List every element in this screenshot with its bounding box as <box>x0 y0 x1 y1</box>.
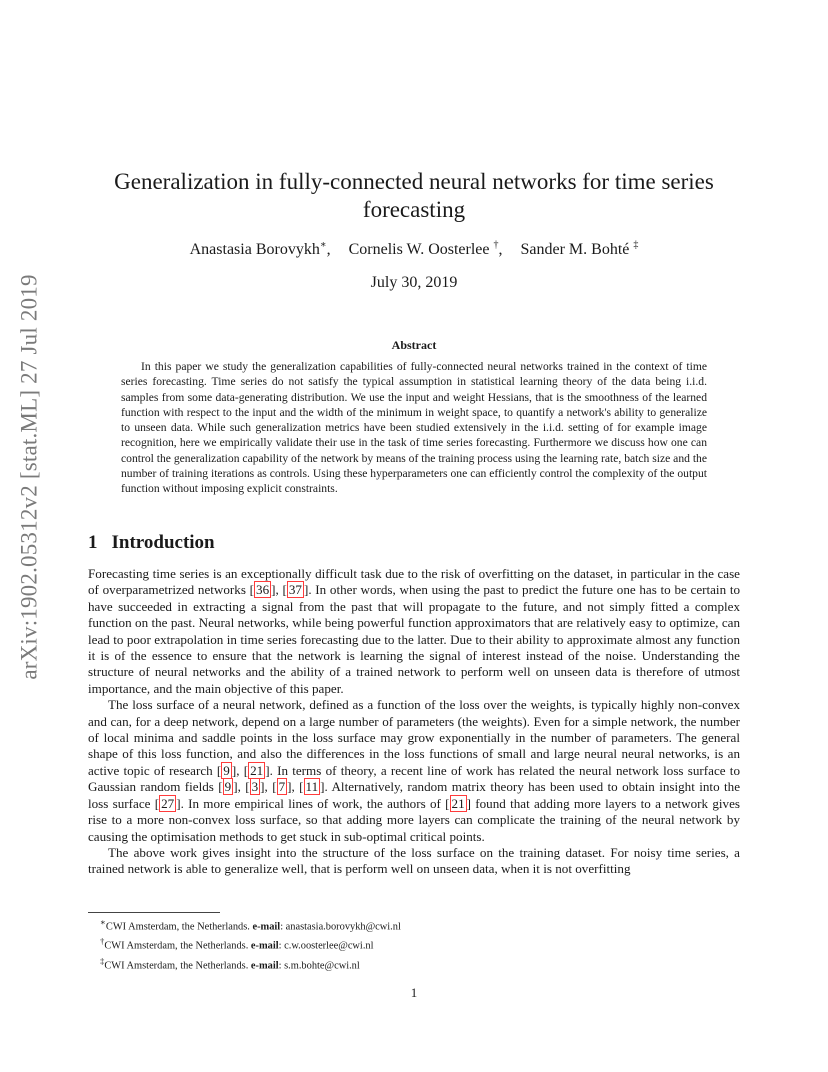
author-list <box>88 240 740 259</box>
author: Cornelis W. Oosterlee †, <box>348 240 503 259</box>
footnote-text: CWI Amsterdam, the Netherlands. <box>104 960 251 972</box>
title-line-1: Generalization in fully-connected neural networks for time series <box>114 169 714 194</box>
author-name: Cornelis W. Oosterlee <box>348 241 490 259</box>
citation-link[interactable]: 21 <box>250 762 264 778</box>
text-run: , <box>236 762 244 778</box>
author-mark: ‡ <box>633 240 639 251</box>
page-number: 1 <box>410 985 418 1000</box>
text-run: , <box>237 779 246 795</box>
footnote-email: : c.w.oosterlee@cwi.nl <box>278 940 374 952</box>
section-heading <box>88 532 215 554</box>
author-mark: † <box>493 240 499 251</box>
author-name: Anastasia Borovykh <box>189 241 320 259</box>
footnote-email: : s.m.bohte@cwi.nl <box>278 960 360 972</box>
abstract-heading: Abstract <box>391 338 437 352</box>
abstract-text: In this paper we study the generalization capabilities of fully-connected neural networks trained in the context of time series forecasting. Time series do not satisfy the typical assumption in statistical learning theory of the data being i.i.d. samples from some data-generating distribution. We use the input and weight Hessians, that is the smoothness of the learned function with respect to the input and the width of the minimum in weight space, to quantify a network's ability to generalize to unseen data. While such generalization metrics have been studied extensively in the i.i.d. setting of for example image recognition, here we empirically validate their use in the task of time series forecasting. Furthermore we discuss how one can control the generalization capability of the network by means of the training process using the learning rate, batch size and the number of training iterations as controls. Using these hyperparameters one can efficiently control the complexity of the output function without imposing explicit constraints. <box>121 360 707 496</box>
text-run: found that adding more layers to a network gives rise to a more non-convex loss surface, so that adding more layers can complicate the training of the neural network by causing the optimisation methods to get stuck in sub-optimal critical points. <box>88 795 740 844</box>
text-run: . In more empirical lines of work, the authors of <box>180 795 446 811</box>
footnote-rule <box>88 912 220 913</box>
citation-link[interactable]: 7 <box>278 779 286 795</box>
author: Anastasia Borovykh∗, <box>189 240 331 259</box>
footnote-label: e-mail <box>252 921 281 933</box>
author-mark: ∗ <box>319 240 327 251</box>
text-run: The loss surface of a neural network, defined as a function of the loss over the weights, is typically highly non-convex and can, for a deep network, depend on a large number of parameters (the weights). Even for a simple network, the number of local minima and saddle points in the loss surface may grow exponentially in the number of parameters. The general shape of this loss function, and also the differences in the loss functions of small and large neural neural networks, is an active topic of research <box>88 697 740 778</box>
citation-link[interactable]: 37 <box>288 582 302 598</box>
footnote-mark: † <box>100 936 105 947</box>
footnote-label: e-mail <box>250 940 279 952</box>
footnote <box>88 915 740 934</box>
author <box>521 241 639 258</box>
text-run: . In terms of theory, a recent line of work has related the neural network loss surface to Gaussian random fields <box>88 762 740 795</box>
citation-link[interactable]: 9 <box>223 762 230 778</box>
paper-title <box>88 168 740 224</box>
footnote-mark: ∗ <box>100 917 106 927</box>
arxiv-stamp-text: arXiv:1902.05312v2 [stat.ML] 27 Jul 2019 <box>17 274 43 680</box>
footnotes <box>88 915 740 973</box>
citation-link[interactable]: 21 <box>451 795 465 811</box>
title-line-2: forecasting <box>362 197 466 222</box>
footnote-text: CWI Amsterdam, the Netherlands. <box>105 921 253 933</box>
citation-link[interactable]: 36 <box>256 582 270 598</box>
text-run: , <box>264 779 273 795</box>
paper-date: July 30, 2019 <box>370 274 458 291</box>
footnote-email: : anastasia.borovykh@cwi.nl <box>280 921 401 933</box>
footnote-mark: ‡ <box>100 955 105 966</box>
footnote-text: CWI Amsterdam, the Netherlands. <box>104 940 251 952</box>
text-run: Forecasting time series is an exceptionally difficult task due to the risk of overfitting on the dataset, in particular in the case of overparametrized networks <box>88 566 740 598</box>
paragraph: The above work gives insight into the structure of the loss surface on the training dataset. For noisy time series, a trained network is able to generalize well, that is perform well on unseen data, when it is not overfitting <box>88 844 740 877</box>
text-run: , <box>275 582 283 598</box>
author-name: Sander M. Bohté <box>520 241 630 259</box>
text-run: . In other words, when using the past to predict the future one has to be certain to have succeeded in extracting a signal from the past that will propagate to the future, and not simply fitted a complex function on the past. Neural networks, while being powerful function approximators that are relatively easy to optimize, can lead to poor extrapolation in time series forecasting due to the latter. Due to their ability to approximate almost any function it is of the essence to ensure that the network is learning the signal of interest instead of the noise. Understanding the structure of neural networks and the ability of a trained network to perform well on unseen data is therefore of utmost importance, and the main objective of this paper. <box>88 582 741 696</box>
citation-link[interactable]: 3 <box>251 779 259 795</box>
citation-link[interactable]: 11 <box>305 779 319 795</box>
citation-link[interactable]: 27 <box>161 795 175 811</box>
text-run: . Alternatively, random matrix theory has been used to obtain insight into the loss surface <box>88 779 741 811</box>
citation-link[interactable]: 9 <box>224 779 232 795</box>
footnote-label: e-mail <box>250 960 279 972</box>
section-number: 1 <box>88 532 98 553</box>
section-title: Introduction <box>111 532 215 553</box>
body-text <box>88 566 740 878</box>
paragraph: The loss surface of a neural network, defined as a function of the loss over the weights, is typically highly non-convex and can, for a deep network, depend on a large number of parameters (the weights). Even for a simple network, the number of local minima and saddle points in the loss surface may grow exponentially in the number of parameters. The general shape of this loss function, and also the differences in the loss functions of small and large neural neural networks, is an active topic of research [ 9 ], [ 21 ]. In terms of theory, a recent line of work has related the neural network loss surface to Gaussian random fields [ 9 ], [ 3 ], [ 7 ], [ 11 ]. Alternatively, random matrix theory has been used to obtain insight into the loss surface [ 27 ]. In more empirical lines of work, the authors of [ 21 ] found that adding more layers to a network gives rise to a more non-convex loss surface, so that adding more layers can complicate the training of the neural network by causing the optimisation methods to get stuck in sub-optimal critical points. <box>88 697 741 844</box>
text-run: , <box>291 779 300 795</box>
footnote <box>88 934 740 953</box>
footnote <box>88 954 740 973</box>
paragraph: Forecasting time series is an exceptionally difficult task due to the risk of overfitting on the dataset, in particular in the case of overparametrized networks [ 36 ], [ 37 ]. In other words, when using the past to predict the future one has to be certain to have succeeded in extracting a signal from the past that will propagate to the future, and not simply fitted a complex function on the past. Neural networks, while being powerful function approximators that are relatively easy to optimize, can lead to poor extrapolation in time series forecasting due to the latter. Due to their ability to approximate almost any function it is of the essence to ensure that the network is learning the signal of interest instead of the noise. Understanding the structure of neural networks and the ability of a trained network to perform well on unseen data is therefore of utmost importance, and the main objective of this paper. <box>88 566 741 696</box>
arxiv-stamp <box>8 274 52 680</box>
